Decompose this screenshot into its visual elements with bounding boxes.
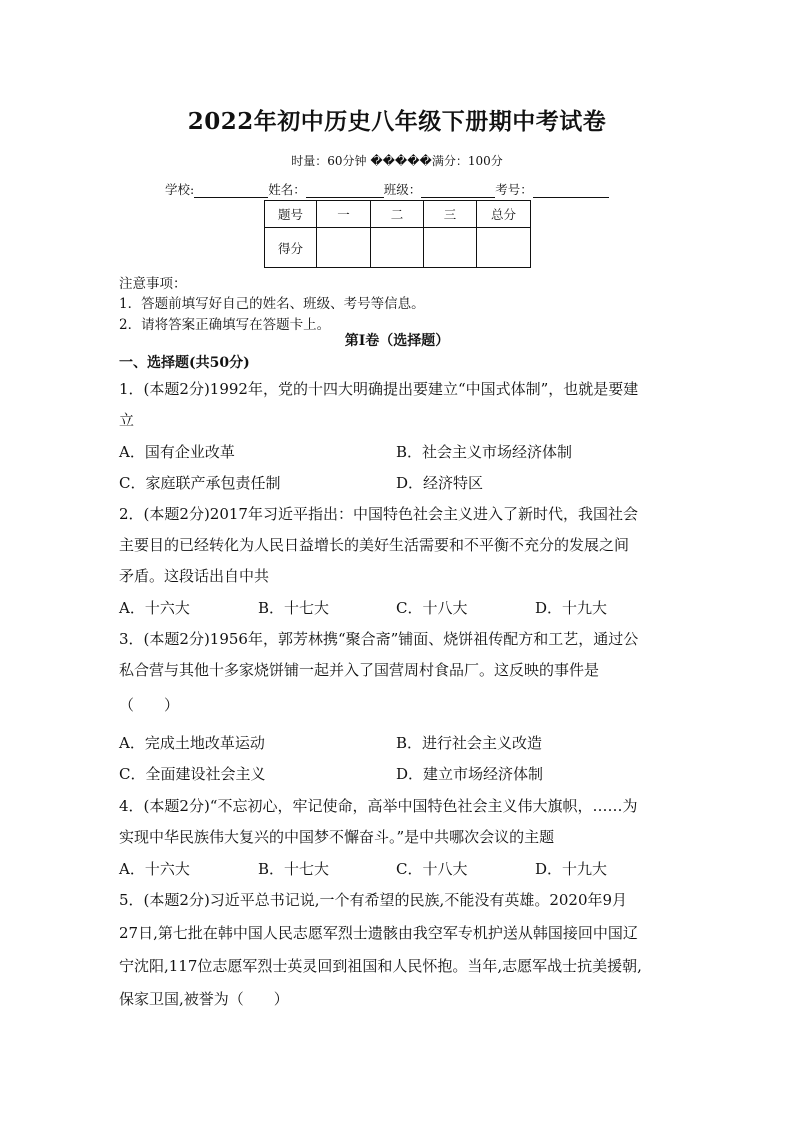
class-blank[interactable] (421, 183, 495, 198)
student-info-line (165, 180, 609, 198)
score-table-header-row (265, 201, 531, 228)
score-cell[interactable] (477, 228, 531, 268)
question-1-option-d[interactable]: D．经济特区 (396, 474, 484, 492)
question-4-option-a[interactable]: A．十六大 (119, 860, 190, 878)
exam-no-blank[interactable] (533, 183, 609, 198)
school-blank[interactable] (194, 183, 268, 198)
question-1-option-c[interactable]: C．家庭联产承包责任制 (119, 474, 281, 492)
class-label: 班级： (383, 182, 422, 197)
question-1-text: 立 (119, 411, 135, 429)
question-2-option-a[interactable]: A．十六大 (119, 599, 190, 617)
question-5-text: 27日,第七批在韩中国人民志愿军烈士遗骸由我空军专机护送从韩国接回中国辽 (119, 924, 638, 942)
question-4-option-d[interactable]: D．十九大 (535, 860, 608, 878)
question-5-text: 宁沈阳,117位志愿军烈士英灵回到祖国和人民怀抱。当年,志愿军战士抗美援朝, (119, 957, 642, 975)
score-table-score-row (265, 228, 531, 268)
question-4-option-b[interactable]: B．十七大 (258, 860, 330, 878)
question-1-text: 1．(本题2分)1992年，党的十四大明确提出要建立“中国式体制”，也就是要建 (119, 380, 639, 398)
exam-no-label: 考号： (495, 182, 533, 197)
score-header-cell: 一 (317, 201, 371, 228)
score-row-label: 得分 (265, 228, 317, 268)
question-2-text: 主要目的已经转化为人民日益增长的美好生活需要和不平衡不充分的发展之间 (119, 536, 630, 554)
score-header-cell: 总分 (477, 201, 531, 228)
question-4-text: 实现中华民族伟大复兴的中国梦不懈奋斗。”是中共哪次会议的主题 (119, 828, 555, 846)
note-item: 2．请将答案正确填写在答题卡上。 (119, 317, 331, 333)
notes-heading: 注意事项： (119, 276, 187, 292)
question-3-option-d[interactable]: D．建立市场经济体制 (396, 765, 544, 783)
school-label: 学校: (165, 182, 195, 197)
score-cell[interactable] (371, 228, 424, 268)
volume-title: 第I卷（选择题） (344, 333, 450, 349)
name-label: 姓名： (268, 182, 306, 197)
question-5-text: 保家卫国,被誉为（ ） (119, 990, 289, 1008)
score-cell[interactable] (317, 228, 371, 268)
question-5-text: 5．(本题2分)习近平总书记说,一个有希望的民族,不能没有英雄。2020年9月 (119, 891, 628, 909)
question-3-answer-paren: （ ） (119, 696, 180, 714)
question-2-text: 矛盾。这段话出自中共 (119, 567, 270, 585)
score-header-cell: 三 (424, 201, 477, 228)
exam-title: 2022年初中历史八年级下册期中考试卷 (187, 108, 607, 135)
score-header-cell: 题号 (265, 201, 317, 228)
question-3-option-b[interactable]: B．进行社会主义改造 (396, 734, 543, 752)
question-3-text: 3．(本题2分)1956年，郭芳林携“聚合斋”铺面、烧饼祖传配方和工艺，通过公 (119, 630, 639, 648)
question-4-text: 4．(本题2分)“不忘初心，牢记使命，高举中国特色社会主义伟大旗帜，……为 (119, 797, 638, 815)
question-2-option-d[interactable]: D．十九大 (535, 599, 608, 617)
question-1-option-a[interactable]: A．国有企业改革 (119, 443, 235, 461)
section-title: 一、选择题(共50分) (119, 355, 250, 371)
question-3-option-a[interactable]: A．完成土地改革运动 (119, 734, 265, 752)
note-item: 1．答题前填写好自己的姓名、班级、考号等信息。 (119, 296, 425, 312)
question-2-option-c[interactable]: C．十八大 (396, 599, 468, 617)
question-2-text: 2．(本题2分)2017年习近平指出：中国特色社会主义进入了新时代，我国社会 (119, 505, 638, 523)
question-3-option-c[interactable]: C．全面建设社会主义 (119, 765, 266, 783)
question-3-text: 私合营与其他十多家烧饼铺一起并入了国营周村食品厂。这反映的事件是 (119, 661, 600, 679)
question-4-option-c[interactable]: C．十八大 (396, 860, 468, 878)
score-cell[interactable] (424, 228, 477, 268)
score-header-cell: 二 (371, 201, 424, 228)
name-blank[interactable] (306, 183, 384, 198)
score-table (264, 200, 531, 268)
question-2-option-b[interactable]: B．十七大 (258, 599, 330, 617)
exam-time-score: 时量：60分钟 �����满分：100分 (291, 154, 503, 168)
question-1-option-b[interactable]: B．社会主义市场经济体制 (396, 443, 573, 461)
